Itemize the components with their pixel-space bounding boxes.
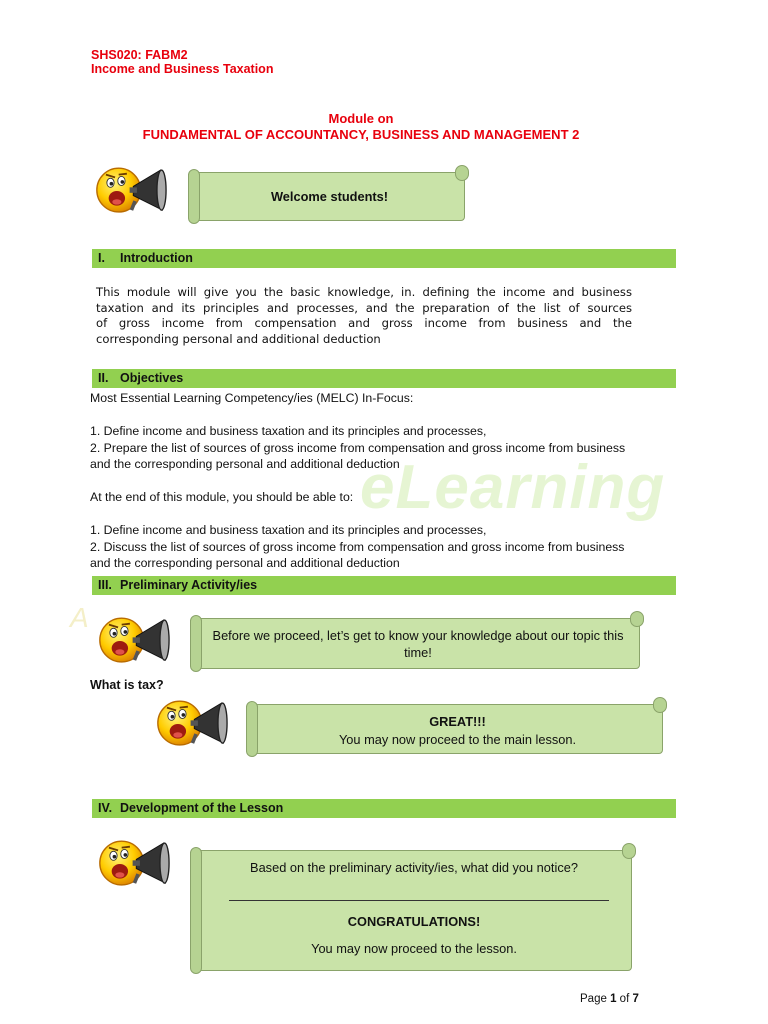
section-number: III. (98, 578, 112, 592)
melc-item: 2. Prepare the list of sources of gross income from compensation and gross income from business (90, 440, 626, 455)
section-number: II. (98, 371, 109, 385)
of-word: of (619, 993, 630, 1005)
course-subject: Income and Business Taxation (91, 62, 274, 76)
section-development-heading (92, 799, 676, 818)
preliminary-prompt-banner (196, 618, 640, 669)
section-title: Objectives (120, 371, 184, 385)
section-number: IV. (98, 801, 113, 815)
congratulations-title: CONGRATULATIONS! (347, 914, 481, 929)
introduction-paragraph (96, 285, 632, 347)
intro-line: of gross income from compensation and gross income from business and the (96, 316, 632, 330)
prompt-line: time! (404, 645, 432, 660)
proceed-text: You may now proceed to the lesson. (311, 941, 517, 956)
watermark-letter: A (70, 602, 89, 633)
development-banner (196, 850, 632, 971)
megaphone-icon (156, 695, 238, 753)
section-title: Development of the Lesson (120, 801, 284, 815)
section-preliminary-heading (92, 576, 676, 595)
intro-line: corresponding personal and additional deduction (96, 331, 381, 346)
megaphone-icon (98, 835, 180, 893)
section-title: Preliminary Activity/ies (120, 578, 258, 592)
elearning-watermark: eLearning (360, 453, 666, 522)
intro-line: This module will give you the basic knowledge, in. defining the income and business (96, 285, 632, 299)
outcome-item: 2. Discuss the list of sources of gross income from compensation and gross income from business (90, 539, 625, 554)
great-title: GREAT!!! (429, 714, 486, 729)
great-banner (252, 704, 663, 754)
welcome-banner (194, 172, 465, 221)
section-introduction-heading (92, 249, 676, 268)
objectives-content (90, 390, 650, 572)
melc-item: and the corresponding personal and additional deduction (90, 457, 400, 471)
answer-line (229, 900, 609, 901)
megaphone-icon (95, 162, 177, 220)
welcome-text: Welcome students! (270, 189, 389, 204)
great-subtitle: You may now proceed to the main lesson. (338, 732, 577, 747)
section-number: I. (98, 251, 105, 265)
melc-item: 1. Define income and business taxation and its principles and processes, (90, 424, 487, 438)
intro-line: taxation and its principles and processes, and the preparation of the list of sources (96, 300, 632, 315)
module-title: FUNDAMENTAL OF ACCOUNTANCY, BUSINESS AND MANAGEMENT 2 (142, 127, 580, 142)
section-objectives-heading (92, 369, 676, 388)
page-footer (580, 993, 639, 1005)
end-of-module-label: At the end of this module, you should be able to: (90, 490, 354, 504)
outcome-item: and the corresponding personal and additional deduction (90, 556, 400, 570)
megaphone-icon (98, 612, 180, 670)
section-title: Introduction (120, 251, 193, 265)
page-total: 7 (632, 993, 639, 1005)
module-label: Module on (328, 111, 394, 126)
question-text: What is tax? (90, 678, 164, 692)
page-word: Page (580, 993, 607, 1005)
prompt-line: Before we proceed, let’s get to know your knowledge about our topic this (212, 628, 624, 643)
course-code: SHS020: FABM2 (91, 48, 188, 62)
outcome-item: 1. Define income and business taxation and its principles and processes, (90, 523, 487, 537)
notice-question: Based on the preliminary activity/ies, what did you notice? (250, 860, 578, 875)
melc-label: Most Essential Learning Competency/ies (MELC) In-Focus: (90, 391, 414, 405)
page-number: 1 (610, 993, 617, 1005)
